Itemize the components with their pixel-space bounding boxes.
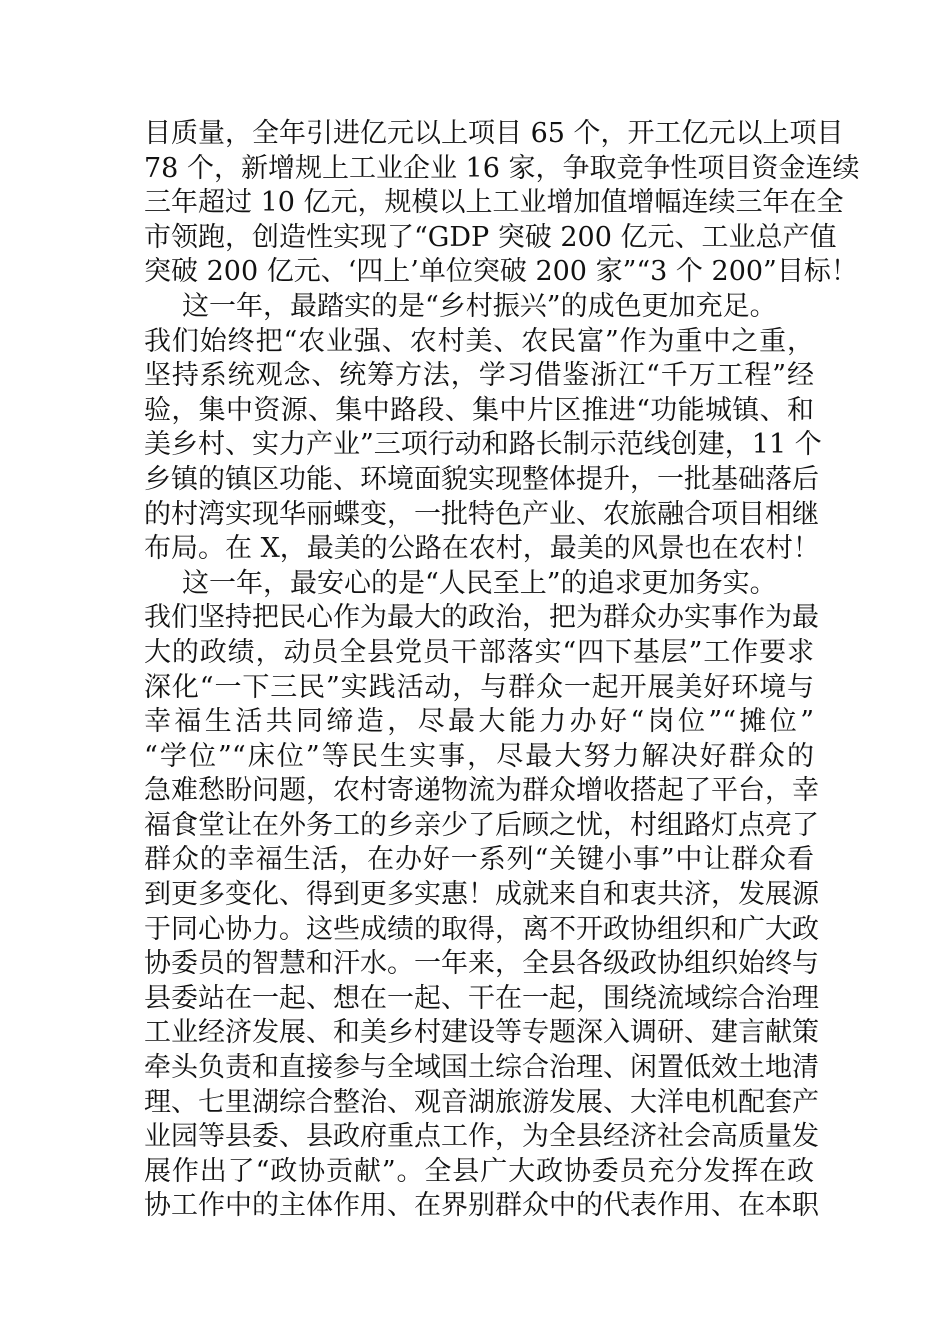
text-line: 目质量，全年引进亿元以上项目 65 个，开工亿元以上项目 bbox=[144, 118, 844, 149]
text-line: 于同心协力。这些成绩的取得，离不开政协组织和广大政 bbox=[144, 913, 819, 945]
text-line: 三年超过 10 亿元，规模以上工业增加值增幅连续三年在全 bbox=[144, 187, 844, 219]
text-line: 验，集中资源、集中路段、集中片区推进“功能城镇、和 bbox=[144, 394, 814, 426]
text-line: 业园等县委、县政府重点工作，为全县经济社会高质量发 bbox=[144, 1121, 819, 1153]
text-line: 乡镇的镇区功能、环境面貌实现整体提升，一批基础落后 bbox=[144, 463, 819, 495]
text-line: 坚持系统观念、统筹方法，学习借鉴浙江“千万工程”经 bbox=[144, 360, 814, 392]
text-line: 展作出了“政协贡献”。全县广大政协委员充分发挥在政 bbox=[144, 1155, 814, 1187]
text-line: 急难愁盼问题，农村寄递物流为群众增收搭起了平台，幸 bbox=[144, 775, 819, 807]
text-line: “学位”“床位”等民生实事，尽最大努力解决好群众的 bbox=[144, 740, 814, 772]
text-line: 市领跑，创造性实现了“GDP 突破 200 亿元、工业总产值 bbox=[144, 221, 837, 253]
text-line: 的村湾实现华丽蝶变，一批特色产业、农旅融合项目相继 bbox=[144, 498, 819, 530]
text-line: 群众的幸福生活，在办好一系列“关键小事”中让群众看 bbox=[144, 844, 814, 876]
text-line: 突破 200 亿元、‘四上’单位突破 200 家”“3 个 200”目标！ bbox=[144, 256, 858, 288]
text-line: 县委站在一起、想在一起、干在一起，围绕流域综合治理 bbox=[144, 982, 819, 1014]
paragraph-start-line: 这一年，最踏实的是“乡村振兴”的成色更加充足。 bbox=[182, 290, 777, 322]
text-line: 美乡村、实力产业”三项行动和路长制示范线创建，11 个 bbox=[144, 429, 822, 461]
text-line: 协工作中的主体作用、在界别群众中的代表作用、在本职 bbox=[144, 1190, 819, 1222]
text-line: 我们坚持把民心作为最大的政治，把为群众办实事作为最 bbox=[144, 602, 819, 634]
text-line: 福食堂让在外务工的乡亲少了后顾之忧，村组路灯点亮了 bbox=[144, 809, 819, 841]
text-line: 我们始终把“农业强、农村美、农民富”作为重中之重， bbox=[144, 325, 814, 357]
body-text bbox=[144, 117, 860, 1224]
text-line: 大的政绩，动员全县党员干部落实“四下基层”工作要求 bbox=[144, 636, 814, 668]
paragraph-start-line: 这一年，最安心的是“人民至上”的追求更加务实。 bbox=[182, 567, 777, 599]
text-line: 幸福生活共同缔造，尽最大能力办好“岗位”“摊位” bbox=[144, 706, 814, 738]
text-line: 布局。在 X，最美的公路在农村，最美的风景也在农村！ bbox=[144, 533, 820, 565]
text-line: 到更多变化、得到更多实惠！成就来自和衷共济，发展源 bbox=[144, 879, 819, 911]
text-line: 深化“一下三民”实践活动，与群众一起开展美好环境与 bbox=[144, 671, 814, 703]
text-line: 牵头负责和直接参与全域国土综合治理、闲置低效土地清 bbox=[144, 1052, 819, 1084]
text-line: 78 个，新增规上工业企业 16 家，争取竞争性项目资金连续 bbox=[144, 152, 860, 184]
text-line: 协委员的智慧和汗水。一年来，全县各级政协组织始终与 bbox=[144, 948, 819, 980]
text-line: 理、七里湖综合整治、观音湖旅游发展、大洋电机配套产 bbox=[144, 1086, 819, 1118]
text-line: 工业经济发展、和美乡村建设等专题深入调研、建言献策 bbox=[144, 1017, 819, 1049]
